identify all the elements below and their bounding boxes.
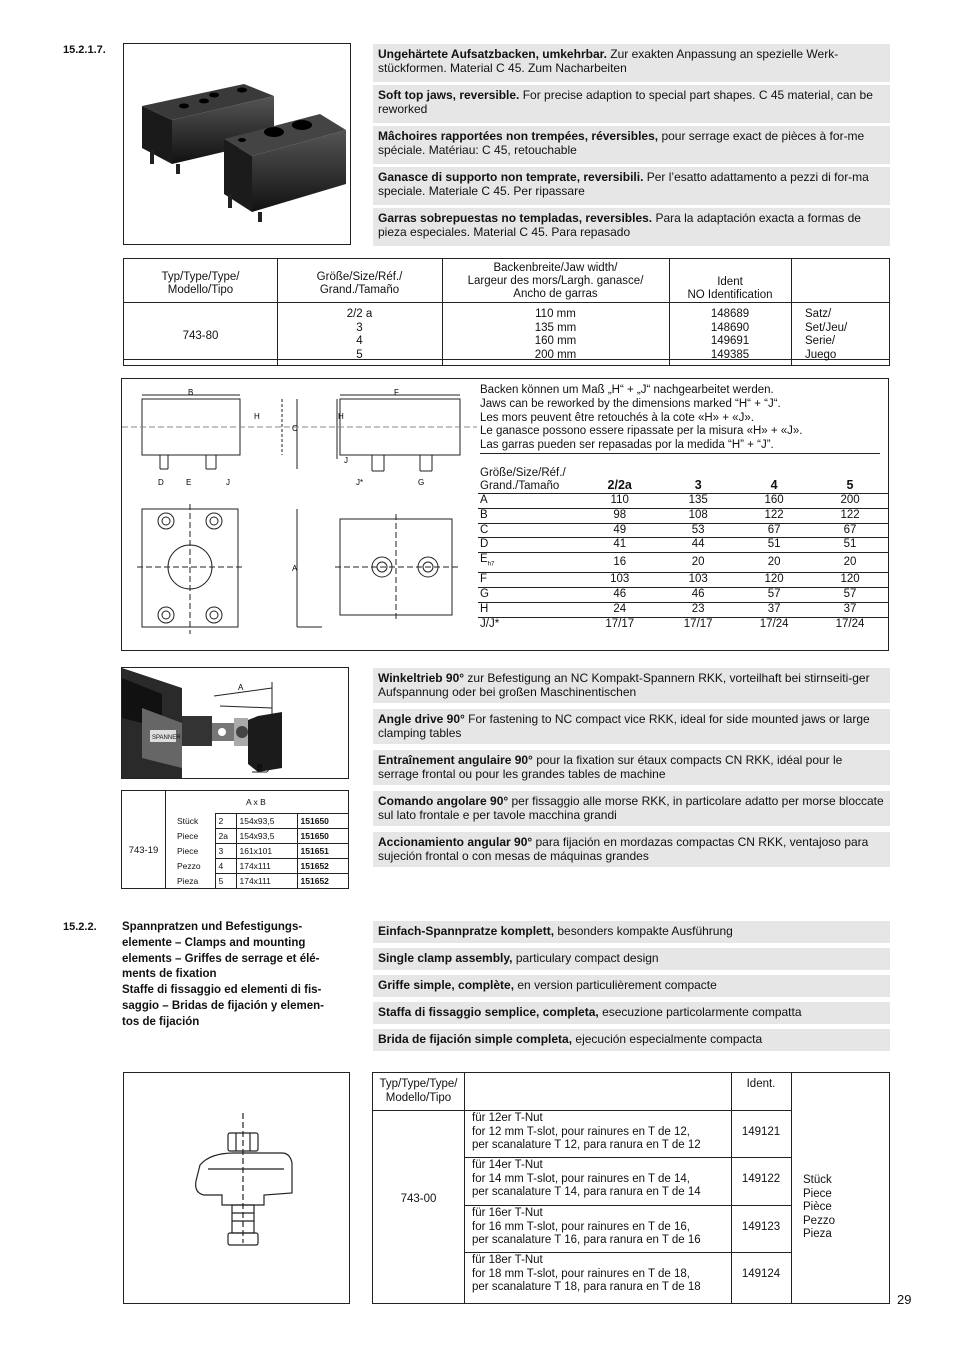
dims-row-label: B	[478, 508, 579, 523]
brand-label: SPANNER	[152, 735, 181, 741]
clamp-row-line: per scanalature T 16, para ranura en T de 16	[472, 1234, 701, 1246]
jaws-description-list	[373, 44, 890, 246]
dims-value: 57	[812, 588, 888, 603]
dims-header-line: Größe/Size/Réf./	[480, 467, 566, 479]
size-value: 3	[356, 321, 363, 334]
dims-value: 41	[579, 538, 660, 553]
size-value: 4	[356, 335, 363, 347]
clamp-row	[464, 1157, 791, 1204]
dims-value: 44	[660, 538, 736, 553]
unit-value: Pezzo	[803, 1214, 835, 1227]
clamp-row	[464, 1205, 791, 1252]
clamp-type: 743-00	[400, 1193, 437, 1205]
dim-label-d: D	[158, 478, 164, 487]
dims-value: 24	[579, 602, 660, 617]
clamp-row-line: for 14 mm T-slot, pour rainures en T de 14,	[472, 1172, 690, 1185]
clamp-row-text	[472, 1159, 737, 1200]
unit-value: Juego	[805, 348, 837, 361]
dims-value: 37	[812, 602, 888, 617]
clamp-row-text	[472, 1112, 737, 1153]
description-fr: Griffe simple, complète, en version particulièrement compacte	[373, 975, 890, 997]
unit-cell	[805, 308, 885, 362]
dims-row-label: H	[478, 602, 579, 617]
dims-value: 17/17	[660, 617, 736, 631]
table-divider	[124, 302, 889, 303]
description-de: Einfach-Spannpratze komplett, besonders kompakte Ausführung	[373, 921, 890, 943]
dims-value: 110	[579, 494, 660, 509]
dim-label-g: G	[418, 478, 425, 487]
dims-row	[478, 494, 888, 509]
dims-value: 98	[579, 508, 660, 523]
angle-drive-row	[165, 873, 349, 888]
dims-row-label: $E_{h7}$	[478, 553, 579, 573]
dims-value: 23	[660, 602, 736, 617]
angle-drive-dim: 161x101	[236, 843, 297, 858]
dims-value: 108	[660, 508, 736, 523]
clamp-order-table	[372, 1072, 890, 1304]
ident-value: 149385	[710, 348, 750, 361]
dims-value: 200	[812, 494, 888, 509]
description-es: Accionamiento angular 90° para fijación en mordazas compactas CN RKK, ventajoso para sujeción frontal o con mesas de máquinas grandes	[373, 832, 890, 867]
dims-value: 46	[579, 588, 660, 603]
dims-value: 16	[579, 553, 660, 573]
unit-value: Piece	[803, 1187, 832, 1200]
dims-row-label: F	[478, 573, 579, 588]
clamp-row	[464, 1252, 791, 1299]
angle-drive-photo	[121, 667, 349, 779]
dimension-drawing-box	[121, 378, 889, 651]
dims-value: 17/24	[812, 617, 888, 631]
title-line: tos de fijación	[122, 1015, 200, 1028]
angle-drive-size: 3	[215, 843, 236, 858]
unit-value: Pièce	[803, 1201, 832, 1213]
blank-cell	[165, 791, 215, 813]
unit-value: Set/Jeu/	[805, 321, 848, 334]
clamp-units	[803, 1174, 835, 1242]
rework-note	[480, 384, 880, 454]
dims-value: 37	[736, 602, 812, 617]
angle-drive-type: 743-19	[128, 845, 159, 856]
angle-drive-size: 2a	[215, 828, 236, 843]
dim-label-h2: H	[338, 412, 344, 421]
title-line: ments de fixation	[122, 968, 217, 981]
dims-col-header: 4	[770, 478, 778, 493]
dims-value: 51	[812, 538, 888, 553]
dims-value: 122	[812, 508, 888, 523]
clamp-row-line: for 16 mm T-slot, pour rainures en T de 16,	[472, 1220, 690, 1233]
dims-col-header: 5	[846, 478, 854, 493]
clamp-row-line: per scanalature T 14, para ranura en T de 14	[472, 1186, 701, 1198]
angle-drive-ident: 151651	[297, 843, 348, 858]
angle-drive-label-a: A	[238, 683, 244, 692]
clamp-row	[464, 1110, 791, 1157]
section-number: 15.2.1.7.	[63, 44, 106, 56]
angle-drive-header-row	[165, 791, 349, 813]
clamp-description-list	[373, 921, 890, 1051]
description-it: Ganasce di supporto non temprate, reversibili. Per l’esatto adattamento a pezzi di for-ma speciale. Materiale C 45. Per ripassare	[373, 167, 890, 205]
dims-value: 103	[579, 573, 660, 588]
angle-drive-unit: Pieza	[177, 875, 199, 886]
title-line: saggio – Bridas de fijación y elemen-	[122, 999, 324, 1012]
angle-drive-unit: Pezzo	[177, 860, 201, 871]
angle-drive-row	[165, 858, 349, 873]
jaw-technical-drawing	[122, 379, 477, 650]
col-line	[791, 259, 792, 365]
note-line: Le ganasce possono essere ripassate per la misura «H» + «J».	[480, 425, 803, 438]
dims-col-header: 3	[694, 478, 702, 493]
section-title	[122, 920, 357, 1031]
header-type: Typ/Type/Type/ Modello/Tipo	[161, 271, 240, 296]
dims-value: 46	[660, 588, 736, 603]
clamp-ident: 149122	[741, 1173, 781, 1185]
clamp-ident: 149124	[741, 1268, 781, 1280]
dims-row	[478, 508, 888, 523]
angle-drive-unit: Piece	[177, 845, 199, 856]
page-number: 29	[897, 1292, 912, 1307]
description-de: Ungehärtete Aufsatzbacken, umkehrbar. Zur exakten Anpassung an spezielle Werk-stückformen. Material C 45. Zum Nacharbeiten	[373, 44, 890, 82]
dims-value: 122	[736, 508, 812, 523]
dims-value: 135	[660, 494, 736, 509]
dim-label-c: C	[292, 424, 298, 433]
width-value: 160 mm	[534, 335, 577, 347]
jaws-order-table	[123, 258, 890, 366]
description-en: Single clamp assembly, particulary compact design	[373, 948, 890, 970]
angle-drive-dim: 174x111	[236, 873, 297, 888]
ident-cell	[669, 308, 791, 362]
dims-row	[478, 588, 888, 603]
angle-drive-unit: Stück	[177, 815, 199, 826]
dims-row	[478, 617, 888, 631]
top-jaws-illustration	[124, 44, 350, 244]
description-it: Staffa di fissaggio semplice, completa, esecuzione particolarmente compatta	[373, 1002, 890, 1024]
type-cell: 743-80	[182, 330, 219, 342]
dims-row	[478, 573, 888, 588]
title-line: Staffe di fissaggio ed elementi di fis-	[122, 984, 322, 997]
clamp-row-text	[472, 1254, 737, 1295]
note-line: Las garras pueden ser repasadas por la medida “H” + “J”.	[480, 439, 880, 454]
title-line: elements – Griffes de serrage et élé-	[122, 952, 320, 965]
clamp-row-line: for 18 mm T-slot, pour rainures en T de 18,	[472, 1267, 690, 1280]
dim-label-f: F	[394, 388, 399, 397]
clamp-row-line: per scanalature T 12, para ranura en T de 12	[472, 1139, 701, 1151]
angle-drive-label-b: B	[257, 763, 263, 772]
header-jaw-width: Backenbreite/Jaw width/ Largeur des mors/Largh. ganasce/ Ancho de garras	[467, 262, 644, 300]
dim-label-e: E	[186, 478, 192, 487]
ident-value: 149691	[710, 335, 750, 347]
dims-value: 67	[812, 523, 888, 538]
dims-header-row	[478, 467, 888, 494]
dims-value: 20	[736, 553, 812, 573]
dims-header-label	[478, 467, 579, 494]
angle-drive-dim: 174x111	[236, 858, 297, 873]
size-cell	[277, 308, 442, 362]
description-fr: Entraînement angulaire 90° pour la fixation sur étaux compacts CN RKK, idéal pour le serrage frontal ou pour les grandes tables de machine	[373, 750, 890, 785]
angle-drive-ident: 151650	[297, 813, 348, 828]
angle-drive-rows	[165, 791, 349, 889]
angle-drive-size: 4	[215, 858, 236, 873]
dims-value: 20	[660, 553, 736, 573]
dims-value: 17/17	[579, 617, 660, 631]
note-line: Jaws can be reworked by the dimensions marked “H“ + “J“.	[480, 397, 781, 410]
dims-col-header: 2/2a	[607, 478, 632, 493]
description-es: Garras sobrepuestas no templadas, reversibles. Para la adaptación exacta a formas de pieza especiales. Material C 45. Para repasado	[373, 208, 890, 246]
description-it: Comando angolare 90° per fissaggio alle morse RKK, in particolare adatto per morse bloccate sul lato frontale e per tavole macchina grandi	[373, 791, 890, 826]
header-size: Größe/Size/Réf./ Grand./Tamaño	[316, 271, 403, 296]
description-de: Winkeltrieb 90° zur Befestigung an NC Kompakt-Spannern RKK, vorteilhaft bei stirnseiti-ger Aufspannung oder bei großen Maschinentischen	[373, 668, 890, 703]
dim-label-h: H	[254, 412, 260, 421]
angle-drive-row	[165, 843, 349, 858]
dim-label-a: A	[292, 564, 298, 573]
clamp-row-line: für 16er T-Nut	[472, 1207, 543, 1219]
angle-drive-ident: 151652	[297, 873, 348, 888]
dims-row-label: J/J*	[478, 617, 579, 631]
ident-value: 148690	[710, 321, 750, 334]
dims-row-label: D	[478, 538, 579, 553]
description-fr: Mâchoires rapportées non trempées, réversibles, pour serrage exact de pièces à for-me spéciale. Matériau: C 45, retouchable	[373, 126, 890, 164]
angle-drive-ident: 151652	[297, 858, 348, 873]
unit-value: Satz/	[805, 308, 832, 320]
clamp-ident: 149121	[741, 1126, 781, 1138]
ab-header: A x B	[246, 796, 266, 807]
angle-drive-size: 5	[215, 873, 236, 888]
ident-value: 148689	[710, 308, 750, 320]
dims-value: 57	[736, 588, 812, 603]
size-value: 2/2 a	[346, 308, 373, 320]
angle-drive-ident: 151650	[297, 828, 348, 843]
description-en: Angle drive 90° For fastening to NC compact vice RKK, ideal for side mounted jaws or large clamping tables	[373, 709, 890, 744]
dims-row	[478, 523, 888, 538]
angle-drive-dim: 154x93,5	[236, 813, 297, 828]
angle-drive-unit: Piece	[177, 830, 199, 841]
clamp-illustration	[124, 1073, 349, 1303]
angle-drive-illustration	[122, 668, 348, 778]
unit-value: Stück	[803, 1174, 832, 1186]
dims-value: 160	[736, 494, 812, 509]
dim-label-j: J	[344, 456, 348, 465]
clamp-row-line: für 12er T-Nut	[472, 1112, 543, 1124]
title-line: Spannpratzen und Befestigungs-	[122, 921, 303, 933]
note-line: Les mors peuvent être retouchés à la cote «H» + «J».	[480, 411, 754, 424]
dims-value: 51	[736, 538, 812, 553]
dim-label-j-bottom: J	[226, 478, 230, 487]
dims-value: 120	[736, 573, 812, 588]
note-line: Backen können um Maß „H“ + „J“ nachgearbeitet werden.	[480, 384, 774, 396]
description-en: Soft top jaws, reversible. For precise adaption to special part shapes. C 45 material, can be reworked	[373, 85, 890, 123]
dims-header-line: Grand./Tamaño	[480, 480, 560, 492]
width-value: 200 mm	[534, 348, 577, 361]
clamp-row-line: für 14er T-Nut	[472, 1159, 543, 1171]
dims-row-label: A	[478, 494, 579, 509]
clamp-row-text	[472, 1207, 737, 1248]
dims-row-label: G	[478, 588, 579, 603]
top-jaws-photo	[123, 43, 351, 245]
section-number: 15.2.2.	[63, 921, 97, 933]
clamp-row-line: für 18er T-Nut	[472, 1254, 543, 1266]
dim-label-b: B	[188, 388, 194, 397]
angle-drive-description-list	[373, 668, 890, 867]
clamp-ident: 149123	[741, 1221, 781, 1233]
dims-row	[478, 553, 888, 573]
dims-body	[478, 494, 888, 632]
clamp-drawing	[123, 1072, 350, 1304]
clamp-row-line: per scanalature T 18, para ranura en T de 18	[472, 1281, 701, 1293]
dims-row	[478, 538, 888, 553]
angle-drive-table	[121, 790, 349, 889]
description-es: Brida de fijación simple completa, ejecución especialmente compacta	[373, 1029, 890, 1051]
clamp-row-line: for 12 mm T-slot, pour rainures en T de 12,	[472, 1125, 690, 1138]
dimension-table	[478, 467, 888, 631]
blank-cell	[215, 791, 236, 813]
width-value: 135 mm	[534, 321, 577, 334]
dims-row-label: C	[478, 523, 579, 538]
header-ident-text: Ident NO Identification	[687, 276, 773, 301]
dims-value: 103	[660, 573, 736, 588]
angle-drive-size: 2	[215, 813, 236, 828]
unit-value: Pieza	[803, 1228, 832, 1240]
dims-value: 53	[660, 523, 736, 538]
unit-value: Serie/	[805, 335, 836, 347]
width-cell	[442, 308, 669, 362]
header-ident	[669, 276, 791, 302]
dims-row	[478, 602, 888, 617]
angle-drive-dim: 154x93,5	[236, 828, 297, 843]
dims-value: 120	[812, 573, 888, 588]
title-line: elemente – Clamps and mounting	[122, 936, 306, 949]
dims-value: 67	[736, 523, 812, 538]
dims-value: 17/24	[736, 617, 812, 631]
angle-drive-row	[165, 813, 349, 828]
dims-value: 20	[812, 553, 888, 573]
header-ident: Ident.	[746, 1078, 776, 1090]
width-value: 110 mm	[535, 308, 576, 320]
col-line	[791, 1073, 792, 1303]
angle-drive-row	[165, 828, 349, 843]
header-type: Typ/Type/Type/ Modello/Tipo	[379, 1078, 458, 1104]
dim-label-jstar: J*	[356, 478, 364, 487]
angle-drive-body	[165, 813, 349, 888]
size-value: 5	[356, 348, 363, 361]
dims-value: 49	[579, 523, 660, 538]
